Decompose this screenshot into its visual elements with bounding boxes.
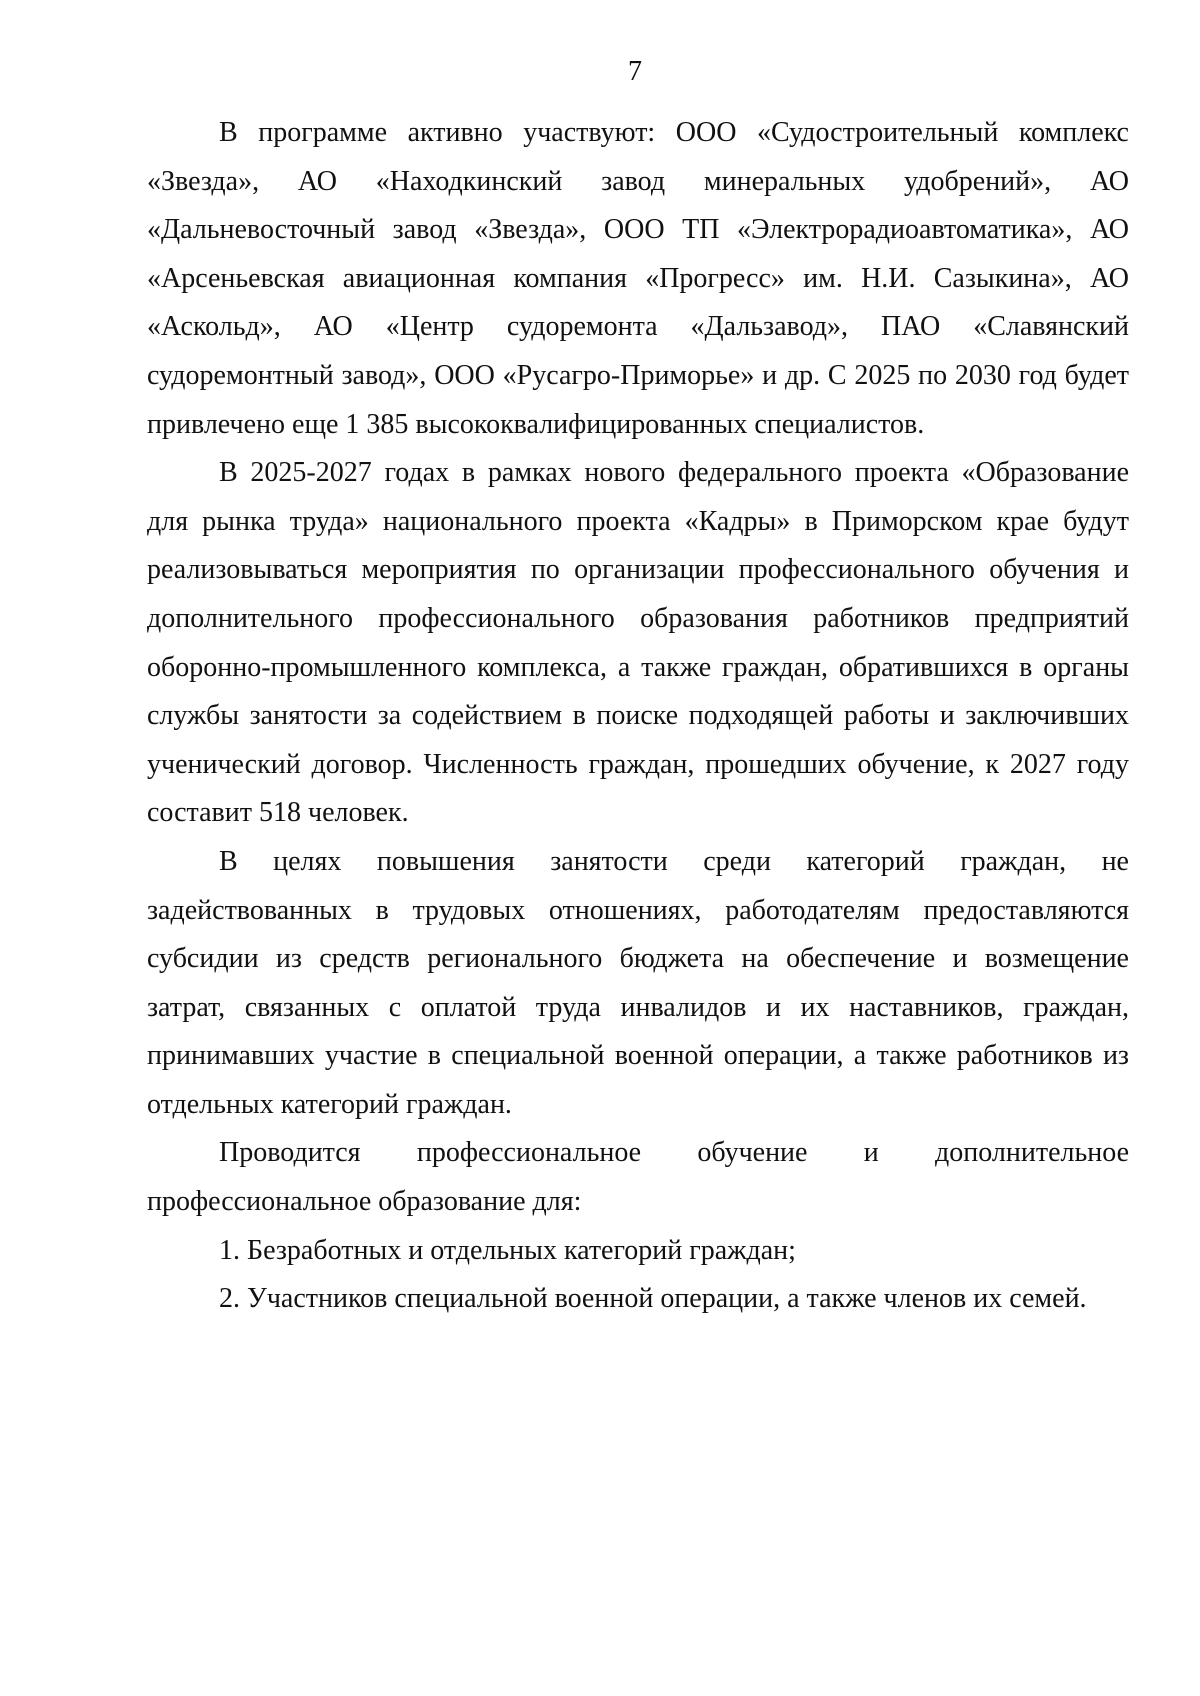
page-number: 7 (628, 56, 642, 87)
document-body (147, 109, 1129, 1324)
paragraph-employment-subsidies: В целях повышения занятости среди категорий граждан, не задействованных в трудовых отношениях, работодателям предоставляются субсидии из средств регионального бюджета на обеспечение и возмещение затрат, связанных с оплатой труда инвалидов и их наставников, граждан, принимавших участие в специальной военной операции, а также работников из отдельных категорий граждан. (147, 845, 1129, 1120)
paragraph-education-project: В 2025-2027 годах в рамках нового федерального проекта «Образование для рынка труда» национального проекта «Кадры» в Приморском крае будут реализовываться мероприятия по организации профессионального обучения и дополнительного профессионального образования работников предприятий оборонно-промышленного комплекса, а также граждан, обратившихся в органы службы занятости за содействием в поиске подходящей работы и заключивших ученический договор. Численность граждан, прошедших обучение, к 2027 году составит 518 человек. (147, 457, 1129, 829)
list-item: 2. Участников специальной военной операции, а также членов их семей. (219, 1283, 1087, 1315)
list-item: 1. Безработных и отдельных категорий граждан; (219, 1234, 796, 1266)
paragraph-program-participants: В программе активно участвуют: ООО «Судостроительный комплекс «Звезда», АО «Находкинский завод минеральных удобрений», АО «Дальневосточный завод «Звезда», ООО ТП «Электрорадиоавтоматика», АО «Арсеньевская авиационная компания «Прогресс» им. Н.И. Сазыкина», АО «Аскольд», АО «Центр судоремонта «Дальзавод», ПАО «Славянский судоремонтный завод», ООО «Русагро-Приморье» и др. С 2025 по 2030 год будет привлечено еще 1 385 высококвалифицированных специалистов. (147, 117, 1129, 440)
paragraph-training-intro: Проводится профессиональное обучение и дополнительное профессиональное образование для: (147, 1137, 1129, 1218)
